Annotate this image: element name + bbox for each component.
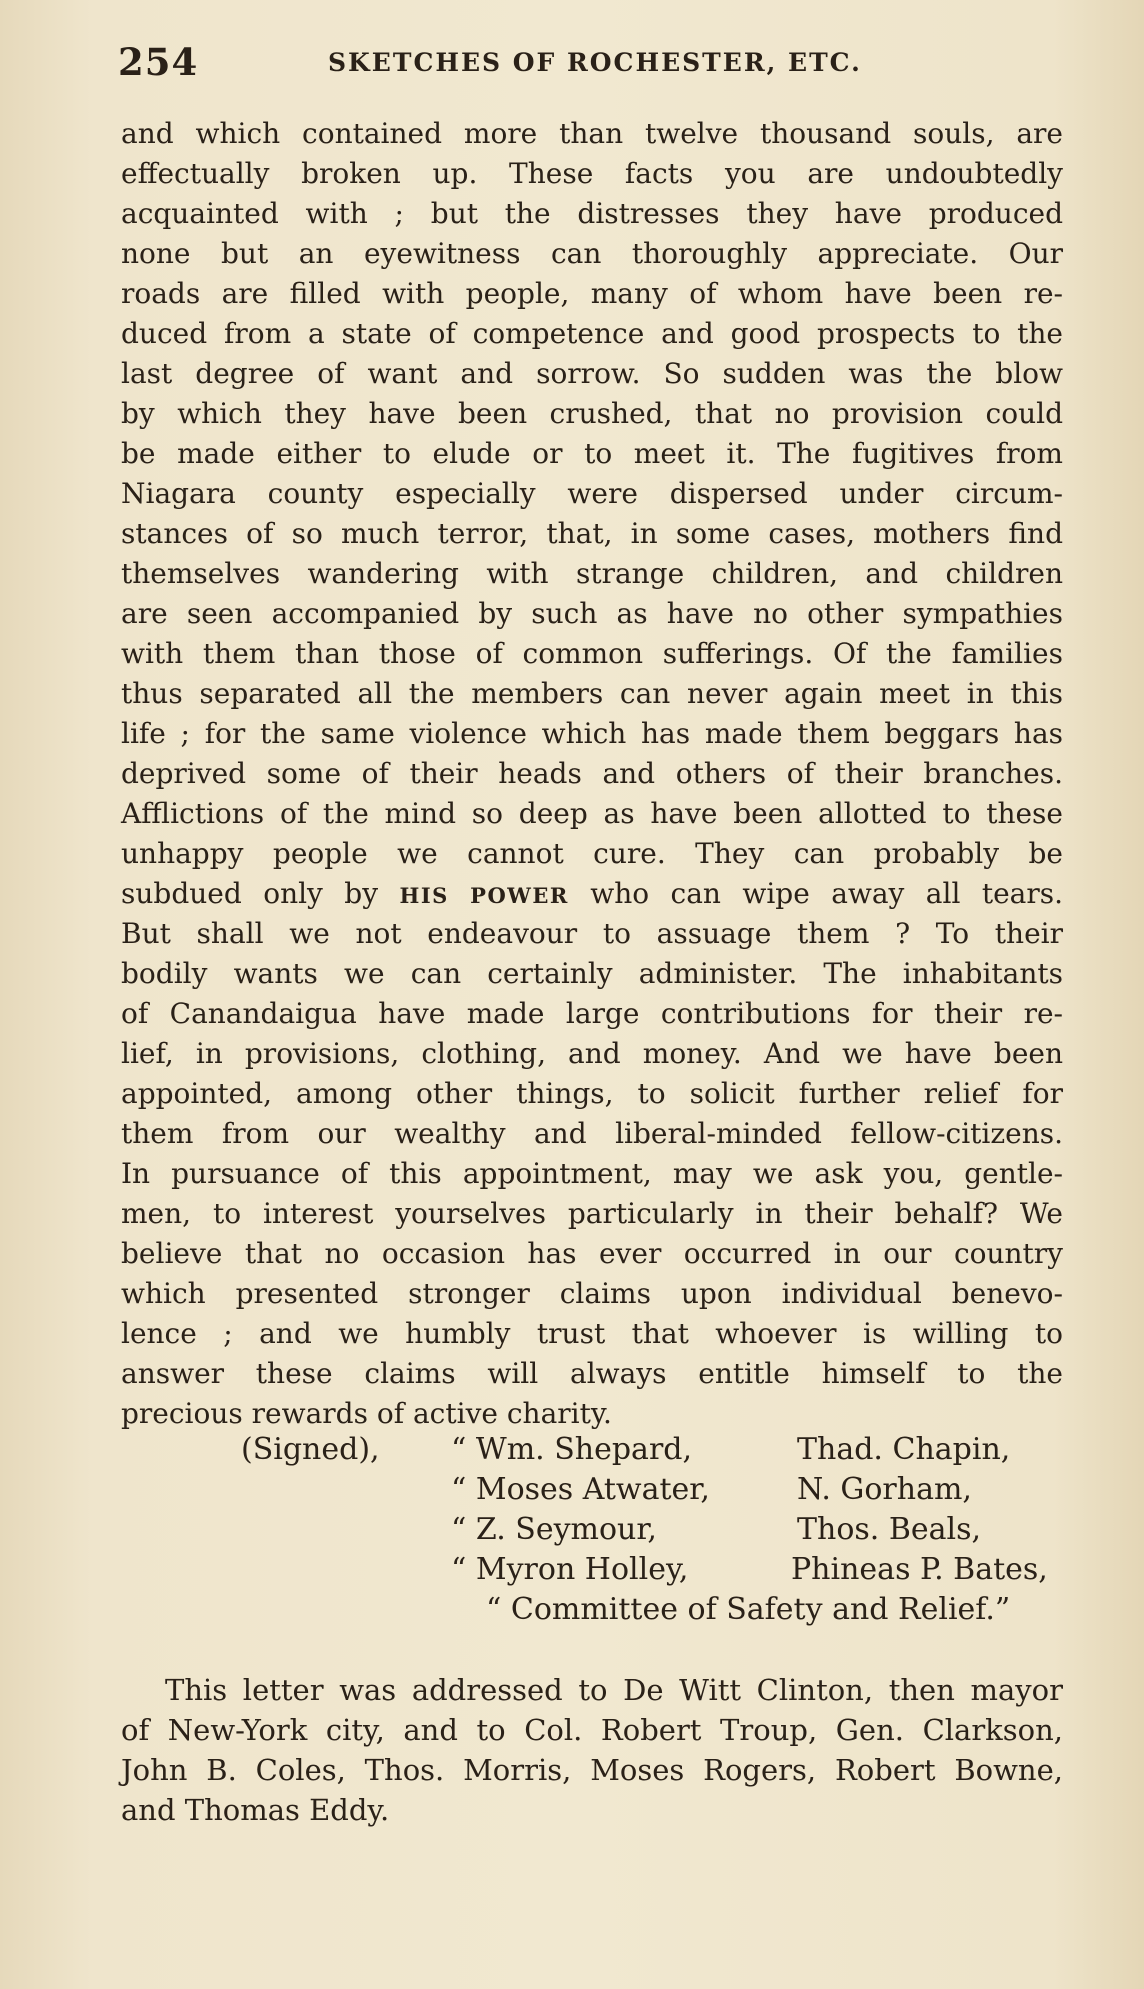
text-line: duced from a state of competence and good prospects to the (121, 317, 1063, 350)
text-line: which presented stronger claims upon individual benevo- (121, 1277, 1063, 1310)
text-line: Niagara county especially were dispersed under circum- (121, 477, 1063, 510)
signature-row (121, 1510, 1063, 1550)
text-line: John B. Coles, Thos. Morris, Moses Rogers, Robert Bowne, (121, 1753, 1063, 1787)
committee-name: “ Committee of Safety and Relief.” (486, 1592, 1011, 1627)
text-segment: subdued only by (121, 877, 400, 910)
running-title: SKETCHES OF ROCHESTER, ETC. (328, 48, 862, 77)
text-line: precious rewards of active charity. (121, 1397, 612, 1430)
text-line: This letter was addressed to De Witt Clinton, then mayor (165, 1673, 1063, 1707)
signatory-left: “ Moses Atwater, (451, 1472, 710, 1507)
text-line: believe that no occasion has ever occurred in our country (121, 1237, 1063, 1270)
text-line: men, to interest yourselves particularly in their behalf? We (121, 1197, 1063, 1230)
signatory-left: “ Z. Seymour, (451, 1512, 657, 1547)
signatory-right: N. Gorham, (797, 1472, 972, 1507)
text-line: lence ; and we humbly trust that whoever is willing to (121, 1317, 1063, 1350)
text-line: appointed, among other things, to solicit further relief for (121, 1077, 1063, 1110)
text-line: bodily wants we can certainly administer. The inhabitants (121, 957, 1063, 990)
text-line: But shall we not endeavour to assuage them ? To their (121, 917, 1063, 950)
text-line: and which contained more than twelve thousand souls, are (121, 117, 1063, 150)
signatory-right: Thos. Beals, (797, 1512, 982, 1547)
text-line: are seen accompanied by such as have no other sympathies (121, 597, 1063, 630)
letter-body (121, 114, 1063, 1434)
page-number: 254 (118, 40, 199, 84)
text-line: themselves wandering with strange children, and children (121, 557, 1063, 590)
text-segment: who can wipe away all tears. (568, 877, 1064, 910)
text-line: Afflictions of the mind so deep as have been allotted to these (121, 797, 1063, 830)
text-line: and Thomas Eddy. (121, 1793, 390, 1827)
text-line: last degree of want and sorrow. So sudden was the blow (121, 357, 1063, 390)
signatory-left: “ Wm. Shepard, (451, 1432, 693, 1467)
text-line: roads are filled with people, many of whom have been re- (121, 277, 1063, 310)
page-header (118, 40, 1068, 90)
signature-row (121, 1430, 1063, 1470)
text-line: by which they have been crushed, that no provision could (121, 397, 1063, 430)
signatory-left: “ Myron Holley, (451, 1552, 689, 1587)
text-line: deprived some of their heads and others of their branches. (121, 757, 1063, 790)
signature-block (121, 1430, 1063, 1630)
text-line: of Canandaigua have made large contributions for their re- (121, 997, 1063, 1030)
text-line: be made either to elude or to meet it. The fugitives from (121, 437, 1063, 470)
text-line: thus separated all the members can never again meet in this (121, 677, 1063, 710)
text-line: of New-York city, and to Col. Robert Troup, Gen. Clarkson, (121, 1713, 1063, 1747)
text-line: unhappy people we cannot cure. They can probably be (121, 837, 1063, 870)
signature-row (121, 1470, 1063, 1510)
signature-row (121, 1550, 1063, 1590)
text-line: life ; for the same violence which has made them beggars has (121, 717, 1063, 750)
signed-label: (Signed), (241, 1432, 380, 1467)
text-line: with them than those of common sufferings. Of the families (121, 637, 1063, 670)
text-line: none but an eyewitness can thoroughly appreciate. Our (121, 237, 1063, 270)
closing-paragraph (121, 1670, 1063, 1830)
text-line-his-power (121, 874, 1063, 914)
text-line: them from our wealthy and liberal-minded fellow-citizens. (121, 1117, 1063, 1150)
text-line: answer these claims will always entitle himself to the (121, 1357, 1063, 1390)
text-line: effectually broken up. These facts you are undoubtedly (121, 157, 1063, 190)
text-line: In pursuance of this appointment, may we ask you, gentle- (121, 1157, 1063, 1190)
signature-row (121, 1590, 1063, 1630)
signatory-right: Thad. Chapin, (797, 1432, 1011, 1467)
text-line: stances of so much terror, that, in some cases, mothers find (121, 517, 1063, 550)
smallcaps-phrase: HIS POWER (399, 883, 569, 908)
signatory-right: Phineas P. Bates, (791, 1552, 1048, 1587)
text-line: acquainted with ; but the distresses they have produced (121, 197, 1063, 230)
text-line: lief, in provisions, clothing, and money. And we have been (121, 1037, 1063, 1070)
